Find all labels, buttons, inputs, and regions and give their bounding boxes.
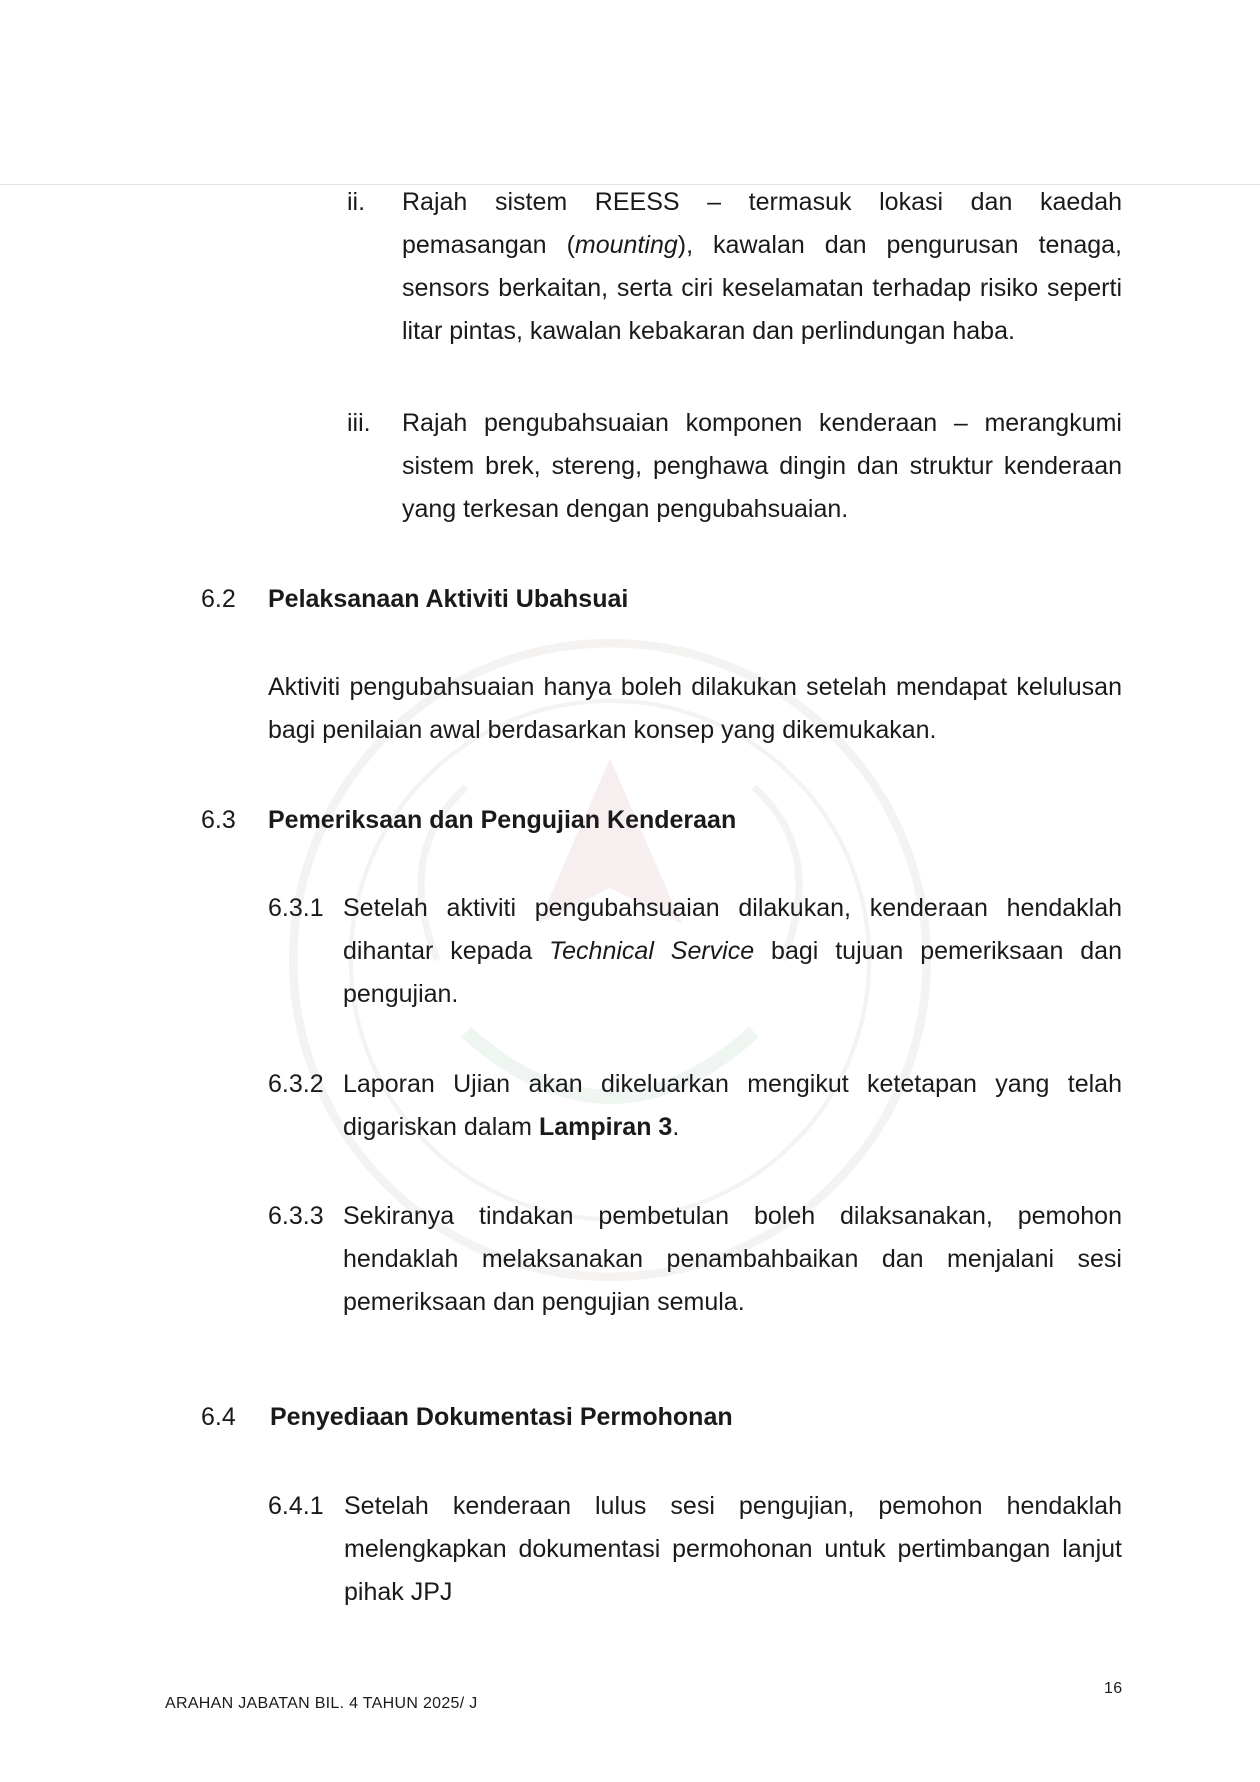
item-ii-italic-term: mounting [574, 231, 678, 259]
item-6-3-1-number: 6.3.1 [268, 894, 324, 922]
section-6-4-title: Penyediaan Dokumentasi Permohonan [270, 1403, 733, 1431]
section-6-3-number: 6.3 [201, 806, 236, 834]
item-6-3-2-bold-ref: Lampiran 3 [538, 1113, 673, 1141]
item-6-3-1-text-a: Setelah aktiviti pengubahsuaian dilakukan, kenderaan hendaklah dihantar kepada [343, 894, 1122, 965]
item-6-3-2-text-a: Laporan Ujian akan dikeluarkan mengikut ketetapan yang telah digariskan dalam [343, 1070, 1122, 1141]
item-ii-text-a: Rajah sistem REESS – termasuk lokasi dan kaedah pemasangan ( [402, 188, 1122, 259]
item-6-3-3-text: Sekiranya tindakan pembetulan boleh dilaksanakan, pemohon hendaklah melaksanakan penambahbaikan dan menjalani sesi pemeriksaan dan pengujian semula. [343, 1202, 1122, 1316]
section-6-3-title: Pemeriksaan dan Pengujian Kenderaan [268, 806, 737, 834]
section-6-2-number: 6.2 [201, 585, 236, 613]
item-6-3-2-text-b: . [672, 1113, 680, 1141]
footer-document-ref: ARAHAN JABATAN BIL. 4 TAHUN 2025/ J [165, 1695, 478, 1712]
item-ii-numeral: ii. [347, 188, 366, 216]
item-6-3-1-italic-term: Technical Service [549, 937, 755, 965]
section-6-2-title: Pelaksanaan Aktiviti Ubahsuai [268, 585, 629, 613]
item-6-3-1-text-b: bagi tujuan pemeriksaan dan pengujian. [343, 937, 1122, 1008]
item-6-3-2-number: 6.3.2 [268, 1070, 324, 1098]
item-6-3-1-text [343, 887, 1122, 1016]
item-iii-text: Rajah pengubahsuaian komponen kenderaan – merangkumi sistem brek, stereng, penghawa dingin dan struktur kenderaan yang terkesan dengan pengubahsuaian. [402, 409, 1122, 523]
section-6-2-body: Aktiviti pengubahsuaian hanya boleh dilakukan setelah mendapat kelulusan bagi penilaian awal berdasarkan konsep yang dikemukakan. [268, 673, 1122, 744]
item-iii-numeral: iii. [347, 409, 371, 437]
item-6-4-1-text: Setelah kenderaan lulus sesi pengujian, pemohon hendaklah melengkapkan dokumentasi permohonan untuk pertimbangan lanjut pihak JPJ [344, 1492, 1122, 1606]
item-ii-text-b: ), kawalan dan pengurusan tenaga, sensors berkaitan, serta ciri keselamatan terhadap risiko seperti litar pintas, kawalan kebakaran dan perlindungan haba. [402, 231, 1122, 345]
footer-page-number: 16 [1104, 1680, 1123, 1697]
item-6-4-1-number: 6.4.1 [268, 1492, 324, 1520]
item-6-3-2-text [343, 1063, 1122, 1149]
item-ii-text [402, 181, 1122, 353]
section-6-4-number: 6.4 [201, 1403, 236, 1431]
item-6-3-3-number: 6.3.3 [268, 1202, 324, 1230]
